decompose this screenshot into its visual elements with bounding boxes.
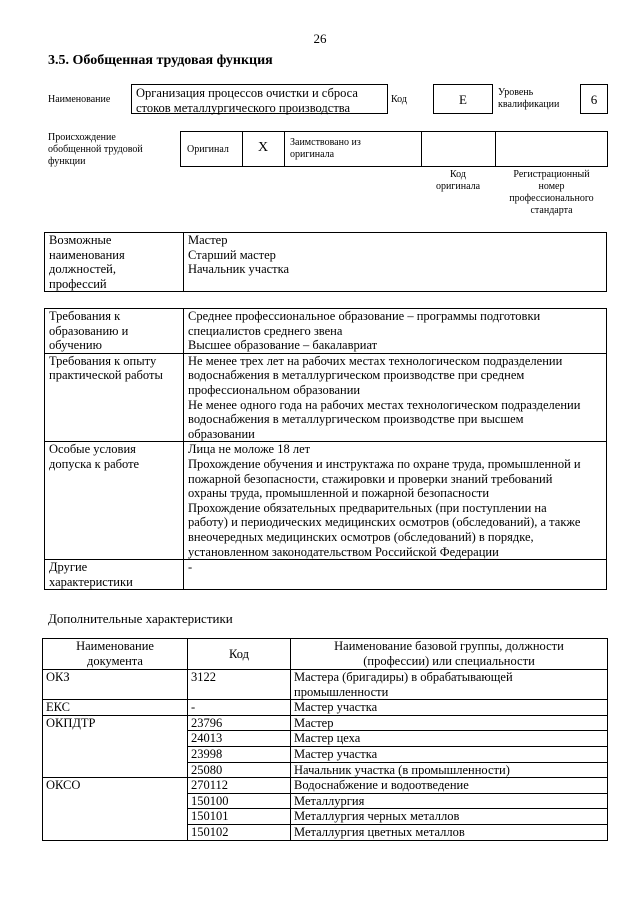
value-line: Прохождение обязательных предварительных (при поступлении на: [188, 500, 547, 515]
table-row: [43, 778, 608, 794]
value-line: Не менее одного года на рабочих местах технологическом подразделении: [188, 397, 581, 412]
position-item: Старший мастер: [188, 247, 276, 262]
caption-line: номер: [538, 181, 565, 192]
cell-name: Металлургия цветных металлов: [291, 824, 608, 840]
cell-name: [291, 670, 608, 700]
other-value: [184, 560, 607, 590]
table-header-row: [43, 639, 608, 670]
header-doc: [43, 639, 188, 670]
section-title: 3.5. Обобщенная трудовая функция: [48, 53, 273, 68]
label-line: обучению: [49, 338, 102, 353]
label-line: Другие: [49, 560, 88, 575]
value-line: профессиональном образовании: [188, 382, 361, 397]
additional-table: [42, 638, 608, 841]
name-line: Мастера (бригадиры) в обрабатывающей: [294, 670, 513, 684]
label-line: характеристики: [49, 574, 133, 589]
name-label: Наименование: [48, 94, 111, 105]
table-row: [43, 746, 608, 762]
label-line: практической работы: [49, 368, 163, 383]
original-label: Оригинал: [187, 144, 229, 155]
borrowed-label: [290, 137, 361, 161]
reg-number-caption: [495, 169, 608, 217]
table-row: [45, 353, 607, 442]
label-line: наименования: [49, 247, 125, 262]
cell-name: Металлургия черных металлов: [291, 809, 608, 825]
cell-code: 150101: [188, 809, 291, 825]
value-line: водоснабжения в металлургическом производстве при высшем: [188, 412, 524, 427]
function-name-line: Организация процессов очистки и сброса: [136, 86, 358, 100]
value-line: образовании: [188, 426, 255, 441]
experience-value: [184, 353, 607, 442]
cell-name: Водоснабжение и водоотведение: [291, 778, 608, 794]
value-line: работу) и периодических медицинских осмотров (обследований), а также: [188, 515, 581, 530]
value-line: Не менее трех лет на рабочих местах технологическом подразделении: [188, 353, 563, 368]
cell-doc: [43, 824, 188, 840]
cell-name: Начальник участка (в промышленности): [291, 762, 608, 778]
origin-label: [48, 132, 178, 168]
level-label: [498, 87, 559, 111]
value-line: Высшее образование – бакалавриат: [188, 338, 378, 353]
value-line: установленном законодательством Российской Федерации: [188, 544, 499, 559]
education-label: [45, 309, 184, 354]
positions-values: [184, 233, 607, 292]
cell-doc: ОКПДТР: [43, 715, 188, 731]
cell-doc: [43, 762, 188, 778]
level-value: 6: [580, 84, 608, 114]
position-item: Начальник участка: [188, 262, 290, 277]
origin-label-line: функции: [48, 156, 86, 167]
table-row: [43, 762, 608, 778]
code-original-caption: [421, 169, 495, 193]
name-line: промышленности: [294, 684, 389, 699]
caption-line: Код: [450, 169, 466, 180]
cell-name: Металлургия: [291, 793, 608, 809]
label-line: Возможные: [49, 233, 112, 247]
table-row: [43, 715, 608, 731]
code-label: Код: [391, 94, 407, 105]
header-line: Наименование: [76, 639, 154, 654]
cell-code: 150102: [188, 824, 291, 840]
code-value: E: [433, 84, 493, 114]
positions-table: [44, 232, 607, 292]
caption-line: Регистрационный: [513, 169, 590, 180]
table-row: [43, 700, 608, 716]
cell-code: 23796: [188, 715, 291, 731]
table-row: [43, 670, 608, 700]
borrowed-label-line: оригинала: [290, 149, 335, 160]
cell-code: -: [188, 700, 291, 716]
cell-doc: ОКСО: [43, 778, 188, 794]
cell-code: 23998: [188, 746, 291, 762]
cell-name: Мастер участка: [291, 746, 608, 762]
function-name-line: стоков металлургического производства: [136, 100, 351, 115]
special-conditions-label: [45, 442, 184, 560]
label-line: Требования к: [49, 309, 121, 323]
value-line: Лица не моложе 18 лет: [188, 442, 311, 457]
header-name: [291, 639, 608, 670]
level-label-line: квалификации: [498, 99, 560, 110]
requirements-table: [44, 308, 607, 590]
cell-code: 3122: [188, 670, 291, 700]
label-line: Особые условия: [49, 442, 136, 457]
borrowed-label-line: Заимствовано из: [290, 137, 361, 148]
cell-code: 270112: [188, 778, 291, 794]
origin-divider: [421, 131, 422, 167]
cell-code: 25080: [188, 762, 291, 778]
table-row: [43, 731, 608, 747]
label-line: образованию и: [49, 323, 129, 338]
label-line: профессий: [49, 276, 107, 291]
cell-code: 24013: [188, 731, 291, 747]
table-row: [43, 793, 608, 809]
level-label-line: Уровень: [498, 87, 534, 98]
value-line: пожарной безопасности, стажировки и проверки знаний требований: [188, 471, 553, 486]
origin-label-line: обобщенной трудовой: [48, 144, 143, 155]
label-line: должностей,: [49, 262, 116, 277]
page-number: 26: [313, 31, 327, 46]
label-line: допуска к работе: [49, 456, 140, 471]
other-label: [45, 560, 184, 590]
function-name-box: [131, 84, 388, 114]
positions-label: [45, 233, 184, 292]
experience-label: [45, 353, 184, 442]
value-line: охраны труда, промышленной и пожарной безопасности: [188, 486, 490, 501]
caption-line: оригинала: [435, 181, 481, 192]
original-mark: X: [257, 140, 269, 155]
cell-doc: [43, 809, 188, 825]
table-row: [43, 809, 608, 825]
cell-doc: ОКЗ: [43, 670, 188, 700]
cell-name: Мастер: [291, 715, 608, 731]
cell-doc: [43, 746, 188, 762]
value-line: Прохождение обучения и инструктажа по охране труда, промышленной и: [188, 456, 581, 471]
cell-doc: ЕКС: [43, 700, 188, 716]
label-line: Требования к опыту: [49, 353, 157, 368]
table-row: [45, 309, 607, 354]
table-row: [45, 560, 607, 590]
special-conditions-value: [184, 442, 607, 560]
table-row: [45, 233, 607, 292]
header-line: Наименование базовой группы, должности: [334, 639, 564, 654]
cell-name: Мастер участка: [291, 700, 608, 716]
origin-divider: [284, 131, 285, 167]
cell-doc: [43, 793, 188, 809]
caption-line: стандарта: [530, 205, 573, 216]
origin-label-line: Происхождение: [48, 132, 116, 143]
caption-line: профессионального: [509, 193, 594, 204]
value-line: Среднее профессиональное образование – программы подготовки: [188, 309, 541, 323]
value-line: внеочередных медицинских осмотров (обследований) в порядке,: [188, 529, 534, 544]
value-line: -: [188, 560, 193, 575]
value-line: водоснабжения в металлургическом производстве при среднем: [188, 368, 525, 383]
header-code: Код: [188, 639, 291, 670]
header-line: (профессии) или специальности: [363, 654, 535, 668]
cell-name: Мастер цеха: [291, 731, 608, 747]
education-value: [184, 309, 607, 354]
origin-divider: [495, 131, 496, 167]
cell-doc: [43, 731, 188, 747]
additional-title: Дополнительные характеристики: [48, 611, 233, 626]
header-line: документа: [87, 654, 143, 668]
table-row: [43, 824, 608, 840]
cell-code: 150100: [188, 793, 291, 809]
value-line: специалистов среднего звена: [188, 323, 343, 338]
position-item: Мастер: [188, 233, 228, 247]
table-row: [45, 442, 607, 560]
